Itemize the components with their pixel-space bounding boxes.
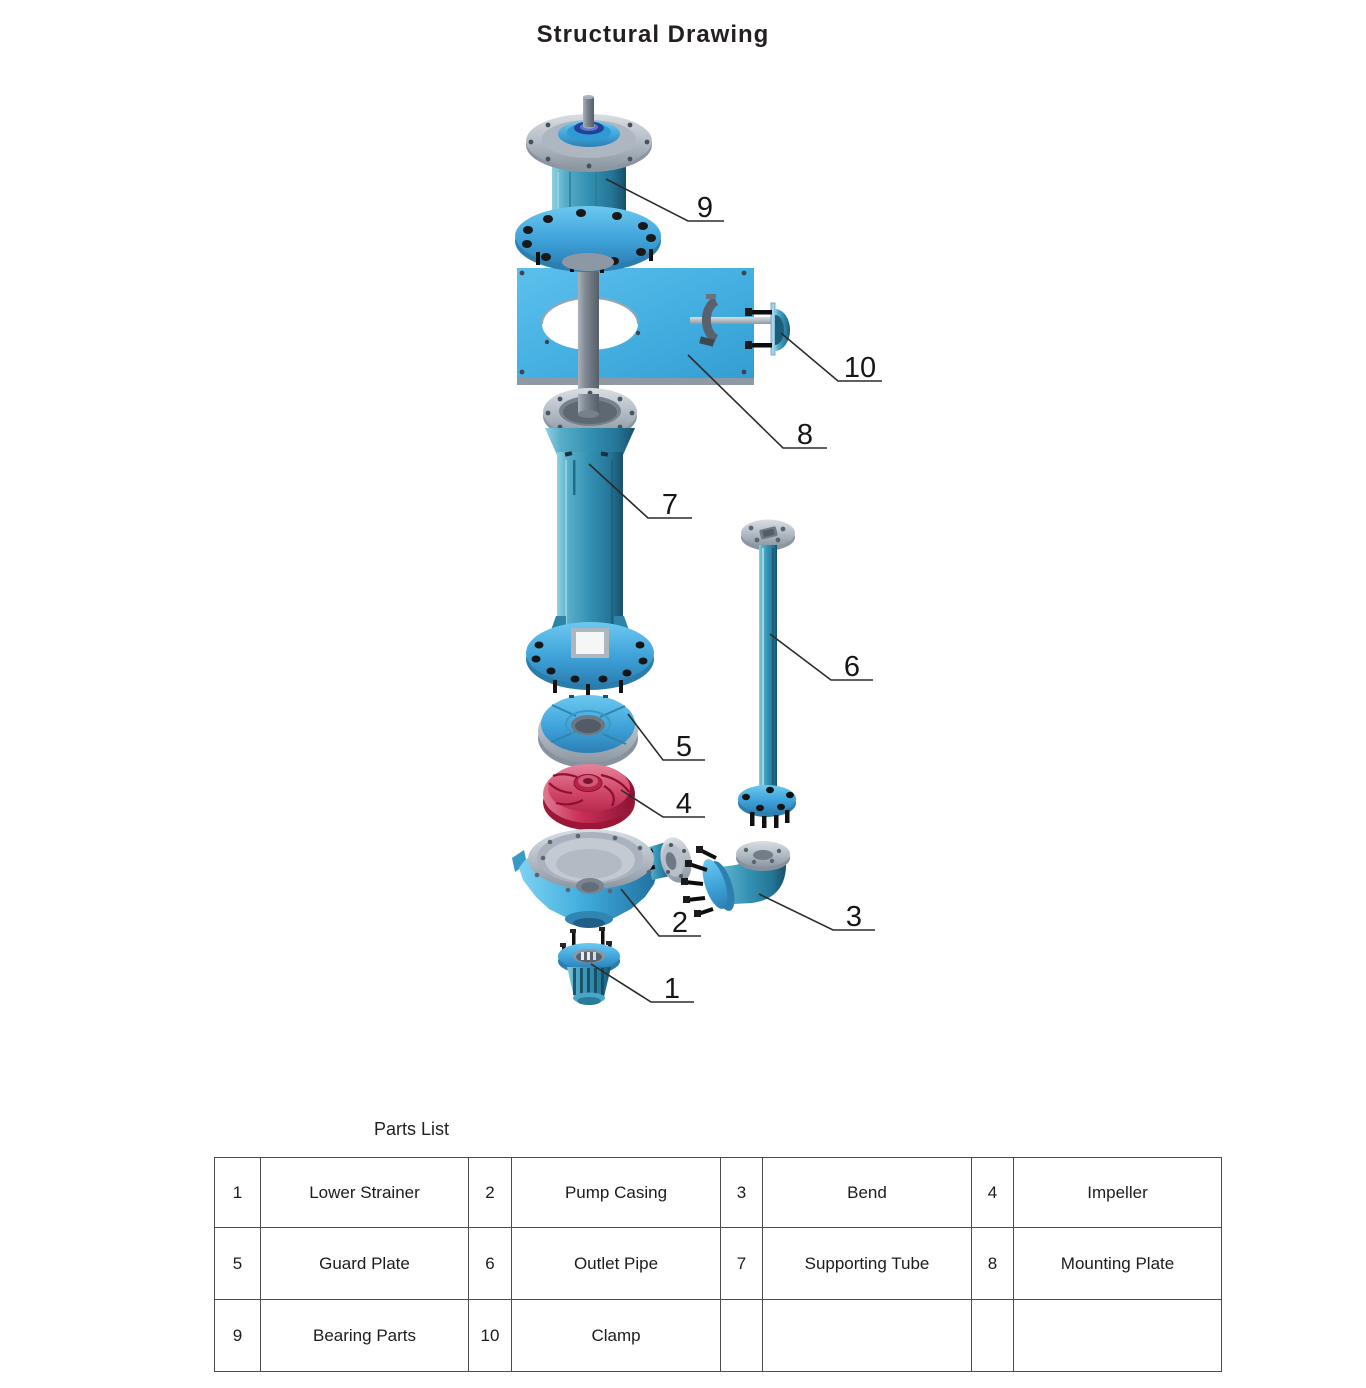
part-3-bend: [681, 841, 790, 917]
part-8-mounting-plate: [517, 268, 754, 385]
leader-line-5: [628, 714, 705, 760]
drive-shaft: [578, 256, 599, 412]
part-name-cell: Mounting Plate: [1014, 1228, 1222, 1300]
parts-list-heading: Parts List: [374, 1119, 450, 1139]
part-no-cell: 5: [215, 1228, 261, 1300]
part-no-cell: 3: [721, 1158, 763, 1228]
table-row: [215, 1228, 1222, 1300]
part-6-outlet-pipe: [738, 520, 796, 829]
part-no-cell: 2: [469, 1158, 512, 1228]
parts-list-table: [214, 1157, 1222, 1372]
part-no-cell: 4: [972, 1158, 1014, 1228]
callout-label-7: 7: [661, 489, 679, 521]
part-name-cell: Outlet Pipe: [512, 1228, 721, 1300]
part-9-bearing-parts: [515, 95, 661, 273]
callout-label-1: 1: [663, 973, 681, 1005]
callout-label-6: 6: [843, 651, 861, 683]
page-title: Structural Drawing: [536, 21, 770, 48]
part-name-cell: [763, 1300, 972, 1372]
part-no-cell: 8: [972, 1228, 1014, 1300]
part-name-cell: [1014, 1300, 1222, 1372]
table-row: [215, 1300, 1222, 1372]
part-no-cell: 9: [215, 1300, 261, 1372]
table-row: [215, 1158, 1222, 1228]
part-name-cell: Guard Plate: [261, 1228, 469, 1300]
part-no-cell: 1: [215, 1158, 261, 1228]
part-1-lower-strainer: [558, 927, 620, 1005]
part-4-impeller: [543, 764, 635, 830]
part-name-cell: Pump Casing: [512, 1158, 721, 1228]
part-no-cell: 6: [469, 1228, 512, 1300]
part-2-pump-casing: [512, 829, 696, 928]
callout-label-10: 10: [843, 352, 877, 384]
part-7-supporting-tube: [526, 388, 654, 697]
callout-label-2: 2: [671, 907, 689, 939]
callout-label-3: 3: [845, 901, 863, 933]
part-no-cell: [721, 1300, 763, 1372]
part-no-cell: [972, 1300, 1014, 1372]
part-name-cell: Bend: [763, 1158, 972, 1228]
part-5-guard-plate: [538, 695, 638, 768]
callout-label-8: 8: [796, 419, 814, 451]
callout-label-5: 5: [675, 731, 693, 763]
part-name-cell: Clamp: [512, 1300, 721, 1372]
callout-label-9: 9: [696, 192, 714, 224]
part-name-cell: Supporting Tube: [763, 1228, 972, 1300]
callout-label-4: 4: [675, 788, 693, 820]
part-no-cell: 7: [721, 1228, 763, 1300]
part-no-cell: 10: [469, 1300, 512, 1372]
part-name-cell: Impeller: [1014, 1158, 1222, 1228]
part-name-cell: Lower Strainer: [261, 1158, 469, 1228]
part-name-cell: Bearing Parts: [261, 1300, 469, 1372]
